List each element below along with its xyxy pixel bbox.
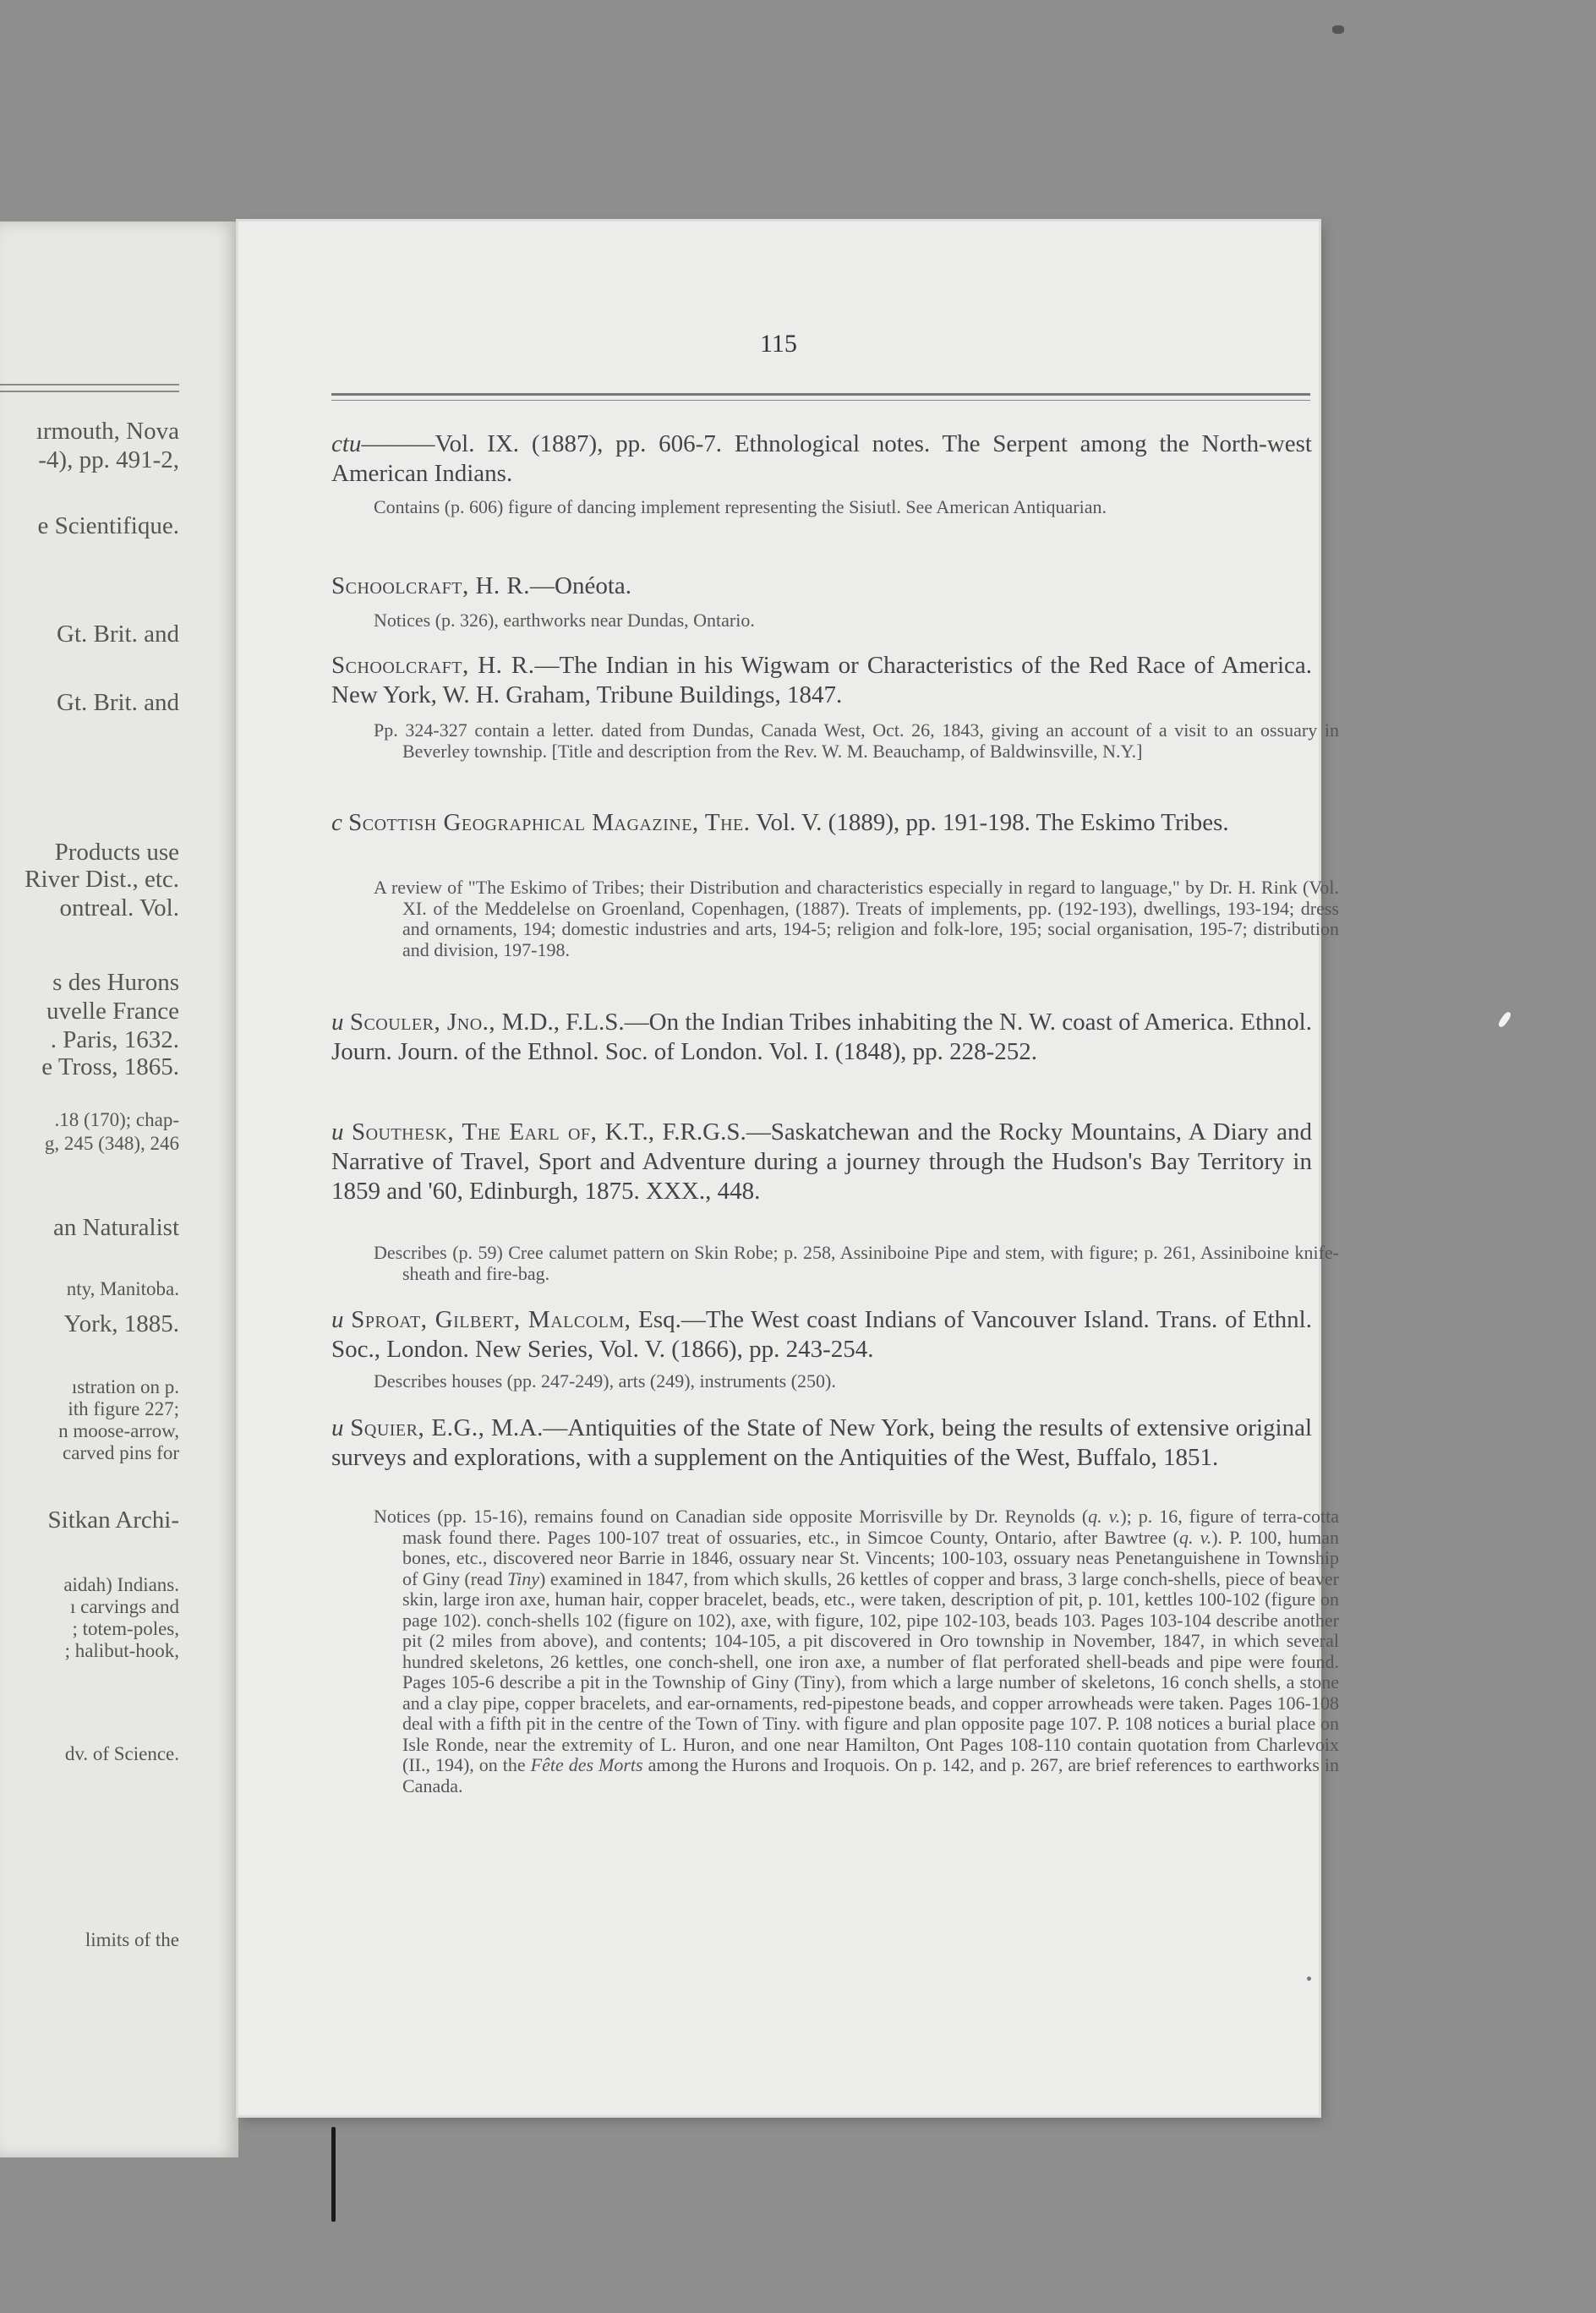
bibliography-entry <box>331 1008 1312 1067</box>
left-page-line: limits of the <box>85 1929 179 1950</box>
entry-prefix: u <box>331 1414 344 1441</box>
left-page-rule <box>0 384 179 386</box>
left-page-line: nty, Manitoba. <box>66 1278 179 1299</box>
left-page-line: aidah) Indians. <box>63 1574 179 1595</box>
bibliography-entry <box>331 1414 1312 1473</box>
note-italic: Tiny <box>507 1567 540 1589</box>
left-page-line: e Tross, 1865. <box>41 1053 179 1080</box>
left-page-line: Sitkan Archi- <box>47 1506 179 1534</box>
left-page-line: uvelle France <box>46 998 179 1025</box>
entry-note: Describes houses (pp. 247-249), arts (249), instruments (250). <box>374 1370 836 1392</box>
entry-prefix: u <box>331 1009 344 1036</box>
entry-text: —Onéota. <box>530 572 632 599</box>
note-italic: q. v. <box>1088 1506 1121 1527</box>
bibliography-entry <box>331 651 1312 710</box>
note-text: ). P. 100, human bones, etc., discovered neor Barrie in 1846, ossuary near St. Vincents; 100-103, ossuary neas Penetanguishene in Township of Giny (read <box>402 1526 1340 1589</box>
left-page-line: ; halibut-hook, <box>64 1640 179 1661</box>
bibliography-entry <box>331 571 1312 601</box>
entry-note: A review of "The Eskimo of Tribes; their Distribution and characteristics especially in regard to language," by Dr. H. Rink (Vol. XI. of the Meddelelse on Groenland, Copenhagen, (1887). Treats of implements, pp. (192-193), dwellings, 193-194; dress and ornaments, 194; domestic industries and arts, 194-5; religion and folk-lore, 195; social organisation, 195-7; distribution and division, 197-198. <box>374 877 1339 960</box>
entry-note: Describes (p. 59) Cree calumet pattern on Skin Robe; p. 258, Assiniboine Pipe and stem, with figure; p. 261, Assiniboine knife-sheath and fire-bag. <box>374 1242 1339 1284</box>
left-page-line: ırmouth, Nova <box>36 418 179 445</box>
left-page-line: g, 245 (348), 246 <box>44 1133 179 1154</box>
entry-author: Southesk, The Earl of, <box>351 1118 598 1146</box>
left-page-line: ı carvings and <box>69 1596 179 1617</box>
left-page-line: Gt. Brit. and <box>57 621 179 648</box>
left-facing-page <box>0 221 238 2157</box>
note-text: among the Hurons and Iroquois. On p. 142, and p. 267, are brief references to earthworks in Canada. <box>402 1754 1339 1796</box>
entry-text: Vol. V. (1889), pp. 191-198. The Eskimo Tribes. <box>750 809 1229 836</box>
left-page-line: ith figure 227; <box>68 1398 179 1419</box>
left-page-line: Gt. Brit. and <box>57 689 179 716</box>
left-page-line: York, 1885. <box>63 1310 179 1337</box>
note-text: ) examined in 1847, from which skulls, 26 kettles of copper and brass, 3 large conch-shells, piece of beaver skin, large iron axe, human hair, copper bracelet, beads, etc., were taken, description of pit, p. 101, kettles 100-102 (figure on page 102). conch-shells 102 (figure on 102), axe, with figure, 102, pipe 102-103, beads 103. Pages 103-104 describe another pit (2 miles from above), and contents; 104-105, a pit discovered in Oro township in November, 1847, in which several hundred skeletons, 26 kettles, one conch-shell, one iron axe, a number of flat perforated shell-beads and pipe were found. Pages 105-6 describe a pit in the Township of Giny (Tiny), from which a large number of skeletons, 16 conch shells, a stone and a clay pipe, copper bracelets, and ear-ornaments, red-pipestone beads, and copper arrowheads were taken. Pages 106-108 deal with a fifth pit in the centre of the Town of Tiny. with figure and plan opposite page 107. P. 108 notices a burial place on Isle Ronde, near the extremity of L. Huron, and one near Hamilton, Ont Pages 108-110 contain quotation from Charlevoix (II., 194), on the <box>402 1567 1339 1775</box>
entry-note <box>374 1506 1339 1796</box>
page-number: 115 <box>760 330 797 358</box>
entry-text: Esq.—The West coast Indians of Vancouver Island. Trans. of Ethnl. Soc., London. New Series, Vol. V. (1866), pp. 243-254. <box>331 1306 1312 1363</box>
left-page-line: carved pins for <box>63 1442 179 1463</box>
entry-author: Sproat, Gilbert, Malcolm, <box>351 1306 631 1333</box>
left-page-line: . Paris, 1632. <box>50 1026 179 1053</box>
bibliography-entry <box>331 1118 1312 1206</box>
entry-text: M.A.—Antiquities of the State of New York, being the results of extensive original surveys and explorations, with a supplement on the Antiquities of the West, Buffalo, 1851. <box>331 1414 1313 1471</box>
entry-prefix: u <box>331 1306 344 1333</box>
bibliography-entry <box>331 429 1312 489</box>
entry-note: Notices (p. 326), earthworks near Dundas, Ontario. <box>374 610 755 631</box>
entry-text: K.T., F.R.G.S.—Saskatchewan and the Rocky Mountains, A Diary and Narrative of Travel, Sport and Adventure during a journey through the Hudson's Bay Territory in 1859 and '60, Edinburgh, 1875. XXX., 448. <box>331 1118 1312 1205</box>
left-page-line: River Dist., etc. <box>25 866 179 893</box>
entry-prefix: c <box>331 809 342 836</box>
left-page-rule <box>0 391 179 392</box>
left-page-line: n moose-arrow, <box>58 1420 179 1441</box>
entry-note: Pp. 324-327 contain a letter. dated from Dundas, Canada West, Oct. 26, 1843, giving an account of a visit to an ossuary in Beverley township. [Title and description from the Rev. W. M. Beauchamp, of Baldwinsville, N.Y.] <box>374 719 1339 762</box>
right-page <box>238 221 1340 2115</box>
entry-author: Squier, E.G., <box>350 1414 485 1441</box>
left-page-line: -4), pp. 491-2, <box>38 446 179 473</box>
left-page-line: ıstration on p. <box>71 1376 179 1397</box>
bibliography-entry <box>331 808 1312 838</box>
entry-author: Schoolcraft, H. R. <box>331 652 535 679</box>
header-rule <box>331 393 1310 396</box>
entry-text: ———Vol. IX. (1887), pp. 606-7. Ethnological notes. The Serpent among the North-west American Indians. <box>331 430 1312 487</box>
note-italic: q. v. <box>1179 1526 1212 1548</box>
note-text: ); p. 16, figure of terra-cotta mask found there. Pages 100-107 treat of ossuaries, etc., in Simcoe County, Ontario, after Bawtree ( <box>402 1506 1339 1548</box>
note-text: Notices (pp. 15-16), remains found on Canadian side opposite Morrisville by Dr. Reynolds ( <box>374 1506 1089 1527</box>
entry-text: M.D., F.L.S.—On the Indian Tribes inhabiting the N. W. coast of America. Ethnol. Journ. Journ. of the Ethnol. Soc. of London. Vol. I. (1848), pp. 228-252. <box>331 1009 1312 1065</box>
dust-speck <box>1332 25 1344 34</box>
entry-prefix: ctu <box>331 430 362 457</box>
note-italic: Fête des Morts <box>530 1754 643 1775</box>
left-page-line: Products use <box>54 839 179 866</box>
left-page-line: dv. of Science. <box>64 1743 179 1764</box>
entry-author: Scottish Geographical Magazine, The. <box>348 809 751 836</box>
left-page-line: ; totem-poles, <box>72 1618 179 1639</box>
header-rule-thin <box>331 400 1310 401</box>
entry-author: Schoolcraft, H. R. <box>331 572 531 599</box>
left-page-line: .18 (170); chap- <box>54 1109 179 1130</box>
left-page-line: s des Hurons <box>52 969 179 996</box>
left-page-line: an Naturalist <box>53 1214 179 1241</box>
entry-author: Scouler, Jno., <box>349 1009 496 1036</box>
dust-speck <box>1497 1011 1512 1029</box>
left-page-line: e Scientifique. <box>37 512 179 539</box>
bibliography-entry <box>331 1305 1312 1364</box>
entry-note: Contains (p. 606) figure of dancing implement representing the Sisiutl. See American Antiquarian. <box>374 496 1107 517</box>
stray-dot <box>1307 1977 1311 1981</box>
entry-text: —The Indian in his Wigwam or Characteristics of the Red Race of America. New York, W. H. Graham, Tribune Buildings, 1847. <box>331 652 1313 708</box>
page-edge-mark <box>331 2127 336 2222</box>
left-page-line: ontreal. Vol. <box>59 894 179 921</box>
entry-prefix: u <box>331 1118 344 1146</box>
